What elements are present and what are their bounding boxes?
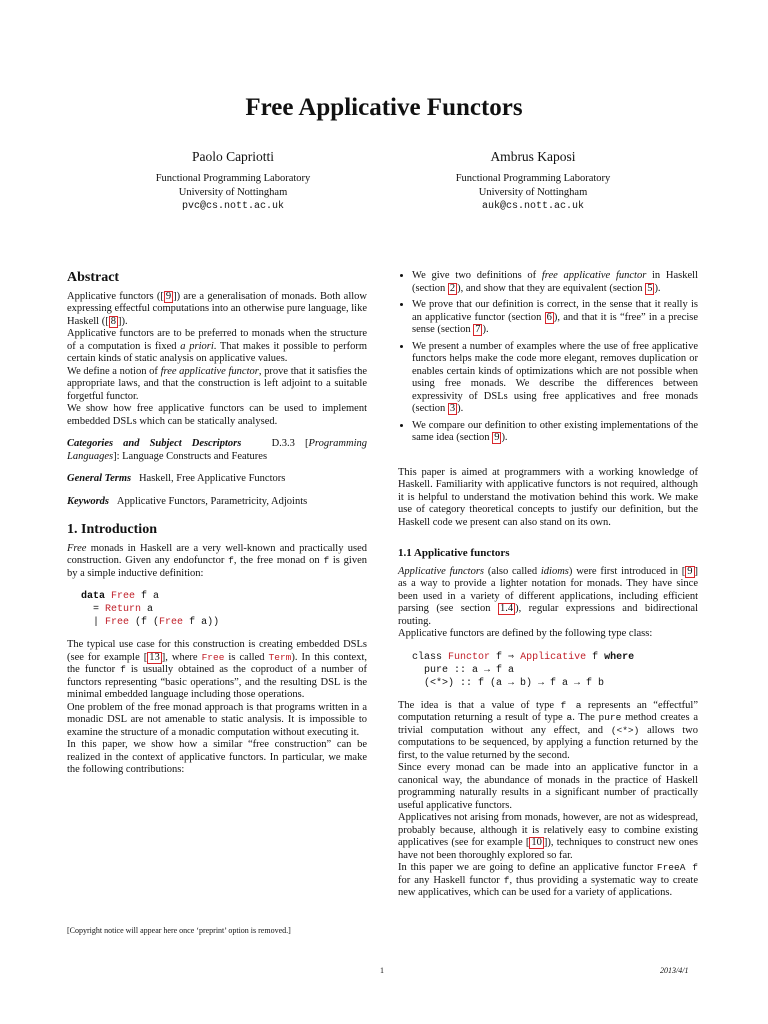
abstract-heading: Abstract (67, 270, 120, 285)
body-paragraph: The idea is that a value of type f a represents an “effectful” computation returning a result of type a. The pure method creates a trivial computation without any effect, and (<*>) allows two computations to be sequenced, by applying a function returned by the first, to the value returned by the second. (398, 699, 698, 761)
author-affiliation: Functional Programming Laboratory (155, 173, 311, 184)
abstract-paragraph: Applicative functors are to be preferred to monads when the structure of a computation is fixed a priori. That makes it possible to perform certain kinds of static analysis on applicative values. (67, 328, 367, 364)
intro-paragraph: Free monads in Haskell are a very well-known and practically used construction. Given any endofunctor f, the free monad on f is given by a simple inductive definition: (67, 542, 367, 579)
list-item: • We compare our definition to other existing implementations of the same idea (section 9 ). (412, 420, 698, 445)
section-link[interactable]: 5 (647, 282, 653, 294)
author-name: Ambrus Kaposi (490, 149, 576, 164)
page-date: 2013/4/1 (660, 966, 689, 975)
subsection-heading: 1.1 Applicative functors (398, 547, 510, 559)
abstract-paragraph: We show how free applicative functors can be used to implement embedded DSLs which can be statically analysed. (67, 403, 367, 427)
author-block-1 (103, 150, 363, 214)
intro-paragraph: The typical use case for this construction is creating embedded DSLs (see for example [ 13 ], where Free is called Term). In this context, the functor f is usually obtained as the coproduct of a number of functors representing “basic operations”, and the resulting DSL is the minimal embedded language including those operations. (67, 639, 367, 700)
general-terms: General Terms Haskell, Free Applicative Functors (67, 473, 286, 484)
author-university: University of Nottingham (178, 187, 288, 198)
section-link[interactable]: 6 (546, 311, 552, 323)
citation-link[interactable]: 9 (687, 565, 693, 577)
categories-descriptors: Categories and Subject Descriptors D.3.3 [Programming Languages]: Language Constructs and Features (67, 438, 367, 462)
body-paragraph: Applicative functors are defined by the following type class: (398, 628, 653, 639)
applicative-class-code: class Functor f ⇒ Applicative f where pure :: a → f a (<*>) :: f (a → b) → f a → f b (412, 651, 635, 689)
citation-link[interactable]: 13 (149, 651, 160, 663)
intro-paragraph: One problem of the free monad approach is that programs written in a monadic DSL are not amenable to static analysis. It is impossible to examine the structure of a monadic computation without executing it. (67, 701, 367, 738)
citation-link[interactable]: 9 (165, 290, 172, 302)
body-paragraph: In this paper we are going to define an applicative functor FreeA f for any Haskell functor f, thus providing a systematic way to create new applicatives, which can be used for a variety of applications. (398, 862, 698, 898)
author-university: University of Nottingham (478, 187, 588, 198)
abstract-paragraph: We define a notion of free applicative functor, prove that it satisfies the appropriate laws, and that the construction is left adjoint to a suitable forgetful functor. (67, 365, 367, 402)
body-paragraph: Applicatives not arising from monads, however, are not as widespread, probably because, although it is relatively easy to combine existing applicatives (see for example [ 10 ]), techniques to construct new ones have not been thoroughly explored so far. (398, 812, 698, 861)
author-affiliation: Functional Programming Laboratory (455, 173, 611, 184)
citation-link[interactable]: 10 (531, 837, 542, 848)
author-email[interactable]: pvc@cs.nott.ac.uk (181, 201, 285, 212)
free-monad-code: data Free f a = Return a | Free (f (Free f a)) (81, 591, 220, 628)
left-column (67, 270, 367, 777)
author-email[interactable]: auk@cs.nott.ac.uk (481, 201, 585, 212)
section-link[interactable]: 1.4 (499, 603, 514, 614)
abstract-paragraph: Applicative functors ([ 9 ]) are a generalisation of monads. Both allow expressing effectful computations into an otherwise pure language, like Haskell ([ 8 ]). (67, 290, 367, 327)
right-column (398, 270, 698, 900)
keywords: Keywords Applicative Functors, Parametricity, Adjoints (67, 495, 308, 507)
intro-heading: 1. Introduction (67, 522, 157, 537)
citation-link[interactable]: 8 (110, 315, 116, 327)
section-link[interactable]: 2 (449, 282, 456, 294)
page-number: 1 (380, 966, 384, 975)
section-link[interactable]: 7 (475, 324, 481, 335)
author-name: Paolo Capriotti (191, 149, 275, 164)
section-link[interactable]: 9 (494, 432, 500, 443)
list-item: • We present a number of examples where the use of free applicative functors helps make the code more elegant, removes duplication or enables certain kinds of optimizations which are not possible when using free monads. We describe the differences between expressivity of DSLs using free applicatives and free monads (section 3 ). (412, 341, 698, 416)
intro-paragraph: In this paper, we show how a similar “free construction” can be realized in the context of applicative functors. In particular, we make the following contributions: (67, 739, 367, 775)
body-paragraph: Applicative functors (also called idioms) were first introduced in [ 9 ] as a way to provide a lighter notation for monads. They have since been used in a variety of different applications, including efficient parsing (see section 1.4 ), regular expressions and bidirectional routing. (398, 565, 698, 627)
aim-paragraph: This paper is aimed at programmers with a working knowledge of Haskell. Familiarity with applicative functors is not required, although it is helpful to understand the motivation behind this work. We make use of category theoretical concepts to justify our definition, but the Haskell code we present can also stand on its own. (398, 466, 698, 528)
list-item: • We prove that our definition is correct, in the sense that it really is an applicative functor (section 6 ), and that it is “free” in a precise sense (section 7 ). (412, 299, 698, 337)
copyright-notice: [Copyright notice will appear here once ‘preprint’ option is removed.] (67, 926, 291, 935)
contributions-list (398, 270, 698, 445)
section-link[interactable]: 3 (449, 403, 456, 414)
body-paragraph: Since every monad can be made into an applicative functor in a canonical way, the abundance of monads in the practice of Haskell programming naturally results in a significant number of practically useful applicative functors. (398, 762, 698, 811)
list-item: • We give two definitions of free applicative functor in Haskell (section 2 ), and show that they are equivalent (section 5 ). (412, 270, 698, 295)
author-block-2 (403, 150, 663, 214)
paper-title: Free Applicative Functors (245, 94, 523, 121)
